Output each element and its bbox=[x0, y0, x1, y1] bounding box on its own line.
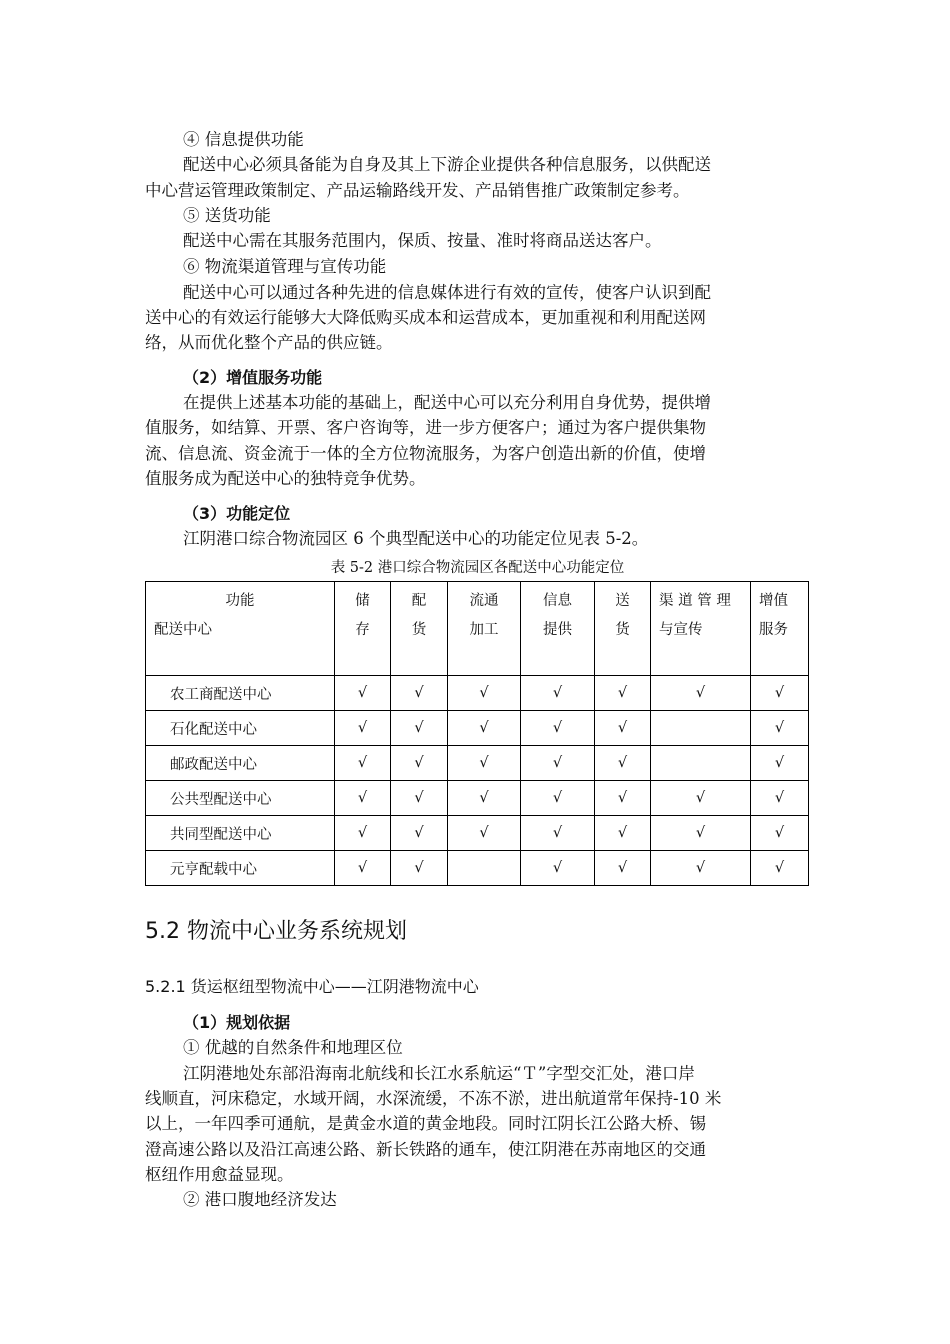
check-cell bbox=[448, 851, 521, 886]
check-cell: √ bbox=[448, 746, 521, 781]
column-header bbox=[751, 582, 809, 676]
check-cell: √ bbox=[335, 676, 391, 711]
column-header-line: 存 bbox=[355, 622, 370, 638]
table-row bbox=[146, 851, 809, 886]
table-row bbox=[146, 816, 809, 851]
check-cell: √ bbox=[448, 781, 521, 816]
check-cell: √ bbox=[595, 676, 651, 711]
check-cell: √ bbox=[521, 816, 595, 851]
check-cell: √ bbox=[651, 851, 751, 886]
check-cell bbox=[651, 746, 751, 781]
text-line: 配送中心必须具备能为自身及其上下游企业提供各种信息服务，以供配送 bbox=[183, 155, 711, 174]
center-name-cell: 元亨配载中心 bbox=[146, 851, 335, 886]
check-cell: √ bbox=[595, 711, 651, 746]
text-line: ⑥ 物流渠道管理与宣传功能 bbox=[183, 257, 387, 276]
text-line: 澄高速公路以及沿江高速公路、新长铁路的通车，使江阴港在苏南地区的交通 bbox=[145, 1140, 706, 1159]
check-cell: √ bbox=[391, 816, 448, 851]
column-header-line: 增值 bbox=[759, 593, 788, 609]
check-cell bbox=[651, 711, 751, 746]
text-line: ④ 信息提供功能 bbox=[183, 130, 304, 149]
text-line: 线顺直，河床稳定，水域开阔，水深流缓，不冻不淤，进出航道常年保持-10 米 bbox=[145, 1089, 722, 1108]
column-header-line: 配 bbox=[411, 593, 427, 609]
check-cell: √ bbox=[595, 816, 651, 851]
subsection-title: 5.2.1 货运枢纽型物流中心——江阴港物流中心 bbox=[145, 977, 479, 996]
check-cell: √ bbox=[448, 816, 521, 851]
table-corner-header bbox=[146, 582, 335, 676]
text-line: 值服务，如结算、开票、客户咨询等，进一步方便客户；通过为客户提供集物 bbox=[145, 418, 706, 437]
column-header-line: 渠 道 管 理 bbox=[659, 593, 731, 609]
check-cell: √ bbox=[751, 711, 809, 746]
check-cell: √ bbox=[751, 851, 809, 886]
check-cell: √ bbox=[448, 676, 521, 711]
table-row bbox=[146, 746, 809, 781]
center-name-cell: 农工商配送中心 bbox=[146, 676, 335, 711]
table-row bbox=[146, 676, 809, 711]
check-cell: √ bbox=[391, 781, 448, 816]
text-line: 络，从而优化整个产品的供应链。 bbox=[145, 333, 393, 352]
column-header-line: 与宣传 bbox=[659, 622, 703, 638]
check-cell: √ bbox=[595, 746, 651, 781]
text-line: 流、信息流、资金流于一体的全方位物流服务，为客户创造出新的价值，使增 bbox=[145, 444, 706, 463]
column-header bbox=[595, 582, 651, 676]
column-header-line: 加工 bbox=[469, 622, 499, 638]
check-cell: √ bbox=[651, 781, 751, 816]
check-cell: √ bbox=[521, 851, 595, 886]
text-line: （2）增值服务功能 bbox=[183, 368, 323, 387]
text-line: 江阴港地处东部沿海南北航线和长江水系航运“Ｔ”字型交汇处，港口岸 bbox=[183, 1064, 695, 1083]
column-header-line: 信息 bbox=[543, 593, 572, 609]
corner-label-center: 配送中心 bbox=[154, 622, 212, 638]
text-line: 中心营运管理政策制定、产品运输路线开发、产品销售推广政策制定参考。 bbox=[145, 181, 690, 200]
center-name-cell: 邮政配送中心 bbox=[146, 746, 335, 781]
column-header-line: 货 bbox=[615, 622, 630, 638]
check-cell: √ bbox=[595, 781, 651, 816]
check-cell: √ bbox=[335, 746, 391, 781]
check-cell: √ bbox=[391, 711, 448, 746]
check-cell: √ bbox=[335, 711, 391, 746]
text-line: ② 港口腹地经济发达 bbox=[183, 1190, 337, 1209]
column-header-line: 流通 bbox=[469, 593, 499, 609]
table-header-row bbox=[146, 582, 809, 676]
check-cell: √ bbox=[335, 851, 391, 886]
column-header-line: 储 bbox=[355, 593, 370, 609]
table-row bbox=[146, 711, 809, 746]
check-cell: √ bbox=[335, 781, 391, 816]
center-name-cell: 公共型配送中心 bbox=[146, 781, 335, 816]
center-name-cell: 石化配送中心 bbox=[146, 711, 335, 746]
text-line: （1）规划依据 bbox=[183, 1013, 291, 1032]
center-name-cell: 共同型配送中心 bbox=[146, 816, 335, 851]
check-cell: √ bbox=[448, 711, 521, 746]
column-header bbox=[391, 582, 448, 676]
corner-label-function: 功能 bbox=[225, 593, 255, 609]
function-table bbox=[145, 581, 809, 886]
column-header bbox=[448, 582, 521, 676]
check-cell: √ bbox=[751, 746, 809, 781]
column-header-line: 货 bbox=[411, 622, 427, 638]
check-cell: √ bbox=[391, 676, 448, 711]
check-cell: √ bbox=[751, 781, 809, 816]
text-line: ⑤ 送货功能 bbox=[183, 206, 271, 225]
text-line: 值服务成为配送中心的独特竞争优势。 bbox=[145, 469, 426, 488]
text-line: 枢纽作用愈益显现。 bbox=[145, 1165, 294, 1184]
section-title: 5.2 物流中心业务系统规划 bbox=[145, 919, 407, 944]
text-line: 在提供上述基本功能的基础上，配送中心可以充分利用自身优势，提供增 bbox=[183, 393, 711, 412]
check-cell: √ bbox=[521, 746, 595, 781]
text-line: （3）功能定位 bbox=[183, 504, 291, 523]
text-line: 江阴港口综合物流园区 6 个典型配送中心的功能定位见表 5-2。 bbox=[183, 529, 649, 548]
check-cell: √ bbox=[651, 816, 751, 851]
check-cell: √ bbox=[521, 676, 595, 711]
column-header-line: 提供 bbox=[543, 622, 572, 638]
check-cell: √ bbox=[391, 746, 448, 781]
column-header-line: 送 bbox=[615, 593, 630, 609]
text-line: 以上，一年四季可通航，是黄金水道的黄金地段。同时江阴长江公路大桥、锡 bbox=[145, 1114, 706, 1133]
column-header bbox=[335, 582, 391, 676]
check-cell: √ bbox=[521, 711, 595, 746]
column-header bbox=[521, 582, 595, 676]
column-header-line: 服务 bbox=[759, 622, 788, 638]
check-cell: √ bbox=[521, 781, 595, 816]
check-cell: √ bbox=[595, 851, 651, 886]
check-cell: √ bbox=[751, 676, 809, 711]
check-cell: √ bbox=[751, 816, 809, 851]
column-header bbox=[651, 582, 751, 676]
text-line: 送中心的有效运行能够大大降低购买成本和运营成本，更加重视和利用配送网 bbox=[145, 308, 706, 327]
text-line: 配送中心可以通过各种先进的信息媒体进行有效的宣传，使客户认识到配 bbox=[183, 283, 711, 302]
check-cell: √ bbox=[651, 676, 751, 711]
check-cell: √ bbox=[335, 816, 391, 851]
table-row bbox=[146, 781, 809, 816]
check-cell: √ bbox=[391, 851, 448, 886]
text-line: ① 优越的自然条件和地理区位 bbox=[183, 1038, 403, 1057]
text-line: 配送中心需在其服务范围内，保质、按量、准时将商品送达客户。 bbox=[183, 231, 662, 250]
table-caption: 表 5-2 港口综合物流园区各配送中心功能定位 bbox=[330, 560, 625, 576]
